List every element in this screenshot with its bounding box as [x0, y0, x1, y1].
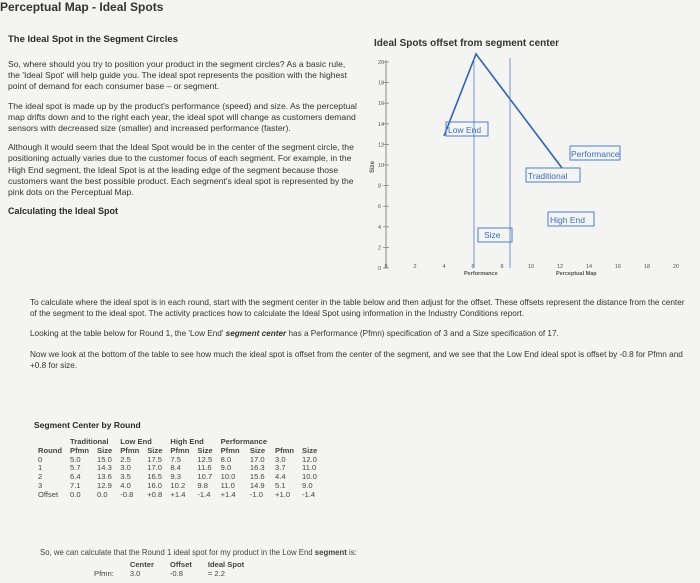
table-cell: 1	[38, 463, 43, 473]
x-tick-label: 8	[500, 264, 504, 270]
map-svg	[364, 38, 700, 288]
column-header: Size	[249, 445, 266, 455]
intro-paragraph-1: So, where should you try to position your product in the segment circles? As a basic rule, the 'Ideal Spot' will help guide you. The ideal spot represents the position with the highest point of demand for each consumer base – or segment.	[8, 59, 347, 92]
y-tick-label: 10	[378, 163, 385, 169]
table-cell: 5.0	[70, 454, 81, 464]
table-cell: 15.0	[97, 454, 112, 464]
table-cell: 3.0	[275, 454, 286, 464]
table-cell: 8.0	[220, 454, 232, 464]
table-cell: 17.0	[249, 454, 265, 464]
column-header: Pfmn	[70, 445, 90, 455]
calc-cell: 3.0	[129, 569, 141, 578]
summary-pre: So, we can calculate that the Round 1 ideal spot for my product in the Low End	[40, 548, 315, 557]
table-cell: 14.3	[97, 463, 112, 473]
y-tick-label: 12	[378, 142, 385, 149]
table-cell: 16.5	[147, 472, 162, 482]
y-tick-label: 6	[378, 204, 382, 211]
table-cell: 13.6	[97, 472, 112, 482]
column-header: Size	[197, 445, 213, 455]
table-cell: 7.1	[70, 480, 81, 490]
calc-cell: Pfmn:	[94, 569, 114, 578]
table-cell: 12.0	[302, 454, 317, 464]
table-cell: 3	[38, 480, 43, 490]
column-header: Size	[147, 445, 163, 455]
table-cell: 15.6	[249, 472, 265, 482]
summary-post: is:	[346, 548, 357, 557]
body-p2-post: has a Performance (Pfmn) specification of 3 and a Size specification of 17.	[286, 329, 559, 338]
table-cell: 4.4	[275, 472, 286, 482]
low-end-label: Low End	[448, 125, 482, 135]
table-cell: 9.0	[302, 480, 313, 490]
body-p2-bold: segment center	[225, 329, 287, 338]
table-cell: 8.4	[170, 463, 181, 473]
table-cell: +1.4	[170, 489, 186, 499]
table-cell: 5.1	[275, 480, 286, 490]
table-cell: 12.9	[97, 480, 112, 490]
x-tick-label: 4	[442, 264, 446, 270]
calc-heading: Calculating the Ideal Spot	[8, 206, 119, 217]
map-title: Ideal Spots offset from segment center	[374, 38, 560, 49]
traditional-label: Traditional	[528, 171, 568, 181]
table-cell: 10.7	[197, 472, 213, 482]
table-cell: +1.0	[275, 489, 291, 499]
table-cell: 11.6	[197, 463, 212, 473]
x-tick-label: 14	[585, 264, 593, 270]
x-tick-label: 0	[384, 264, 388, 270]
group-header: Low End	[120, 437, 152, 446]
y-tick-label: 20	[378, 60, 385, 66]
perceptual-map	[364, 38, 700, 288]
x-tick-label: 2	[413, 264, 417, 270]
table-cell: 3.7	[275, 463, 286, 473]
table-cell: 4.0	[120, 480, 131, 490]
x-tick-label: 10	[527, 264, 535, 270]
y-tick-label: 14	[378, 121, 385, 128]
column-header: Pfmn	[170, 445, 190, 455]
x-tick-label: 16	[614, 264, 622, 270]
table-cell: -1.0	[249, 489, 263, 499]
x-tick-label: 6	[471, 264, 475, 270]
calc-cell: = 2.2	[207, 569, 225, 578]
table-cell: -1.4	[197, 489, 211, 499]
body-paragraph-1: To calculate where the ideal spot is in each round, start with the segment center in the table below and then adjust for the offset. These offsets represent the distance from the center of the segment to the ideal spot. The activity practices how to calculate the Ideal Spot using information in the Industry Conditions report.	[30, 298, 685, 318]
y-tick-label: 2	[378, 245, 382, 252]
calc-header: Offset	[169, 560, 192, 569]
table-cell: 9.0	[220, 463, 232, 473]
y-tick-label: 0	[378, 266, 382, 272]
table-cell: 17.0	[147, 463, 162, 473]
page-title: Perceptual Map - Ideal Spots	[0, 0, 164, 14]
y-ticks	[378, 60, 389, 272]
intro-column	[8, 34, 358, 216]
x-tick-label: 18	[643, 264, 651, 270]
group-header: Performance	[220, 437, 268, 446]
table-cell: 7.5	[170, 454, 181, 464]
performance-label: Performance	[571, 149, 620, 159]
table-cell: 10.0	[220, 472, 236, 482]
x-axis-label: Performance	[464, 271, 498, 277]
y-tick-label: 4	[378, 224, 382, 231]
table-heading: Segment Center by Round	[34, 420, 141, 430]
table-cell: 2.5	[120, 454, 131, 464]
column-header: Size	[302, 445, 318, 455]
body-paragraph-3: Now we look at the bottom of the table to see how much the ideal spot is offset from the center of the segment, and we see that the Low End ideal spot is offset by -0.8 for Pfmn and +0.8 for size.	[30, 350, 683, 370]
table-cell: 16.0	[147, 480, 162, 490]
table-cell: +1.4	[220, 489, 236, 499]
size-label: Size	[484, 230, 501, 240]
table-cell: 9.3	[170, 472, 181, 482]
table-cell: -0.8	[120, 489, 134, 499]
column-header: Pfmn	[120, 445, 140, 455]
table-cell: 16.3	[249, 463, 265, 473]
calc-cell: -0.8	[169, 569, 183, 578]
high-end-label: High End	[550, 215, 585, 225]
x-tick-label: 20	[672, 264, 680, 270]
table-cell: 17.5	[147, 454, 162, 464]
table-cell: 0.0	[97, 489, 108, 499]
x-ticks	[384, 264, 679, 270]
table-cell: Offset	[38, 489, 59, 499]
calc-header: Ideal Spot	[207, 560, 245, 569]
table-cell: 12.5	[197, 454, 213, 464]
table-cell: 2	[38, 472, 43, 482]
column-header: Pfmn	[220, 445, 240, 455]
intro-paragraph-3: Although it would seem that the Ideal Spot would be in the center of the segment circle, the positioning actually varies due to the customer focus of each segment. For example, in the High End segment, the Ideal Spot is at the leading edge of the segment because those customers want the best possible product. Each segment's ideal spot is represented by the pink dots on the Perceptual Map.	[8, 142, 354, 198]
intro-paragraph-2: The ideal spot is made up by the product's performance (speed) and size. As the perceptual map drifts down and to the right each year, the ideal spot will change as customers demand sensors with decreased size (smaller) and increased performance (faster).	[8, 100, 357, 134]
table-cell: 14.9	[249, 480, 265, 490]
group-header: High End	[170, 437, 204, 446]
table-cell: 10.2	[170, 480, 186, 490]
calc-header	[86, 560, 122, 569]
table-cell: 10.0	[302, 472, 317, 482]
ideal-spot-calc-table	[86, 560, 252, 578]
table-cell: 3.5	[120, 472, 131, 482]
table-cell: -1.4	[302, 489, 316, 499]
calc-header-row	[86, 560, 252, 569]
x-tick-label: 12	[556, 264, 564, 270]
body-p2-pre: Looking at the table below for Round 1, the 'Low End'	[30, 329, 226, 338]
table-cell: 6.4	[70, 472, 81, 482]
table-body	[34, 456, 321, 500]
table-row	[34, 491, 321, 500]
segment-table	[34, 438, 321, 500]
summary-bold: segment	[314, 548, 347, 557]
column-header: Round	[38, 445, 63, 455]
y-tick-label: 8	[378, 183, 382, 190]
table-cell: 0	[38, 454, 43, 464]
y-axis-label: Size	[370, 160, 376, 173]
body-paragraph-2	[30, 329, 690, 340]
group-header: Traditional	[70, 437, 109, 446]
calc-header: Center	[129, 560, 154, 569]
y-tick-label: 18	[378, 80, 385, 87]
table-cell: 9.8	[197, 480, 208, 490]
column-header: Pfmn	[275, 445, 295, 455]
summary-line	[40, 548, 357, 557]
calc-row	[86, 569, 252, 578]
map-caption: Perceptual Map	[556, 271, 597, 277]
table-cell: 5.7	[70, 463, 81, 473]
ideal-path-line	[444, 54, 562, 168]
section-heading: The Ideal Spot in the Segment Circles	[8, 34, 178, 45]
table-cell: 0.0	[70, 489, 81, 499]
table-cell: 3.0	[120, 463, 131, 473]
table-cell: +0.8	[147, 489, 163, 499]
table-cell: 11.0	[302, 463, 317, 473]
table-cell: 11.0	[220, 480, 235, 490]
column-header: Size	[97, 445, 113, 455]
y-tick-label: 16	[378, 101, 385, 108]
